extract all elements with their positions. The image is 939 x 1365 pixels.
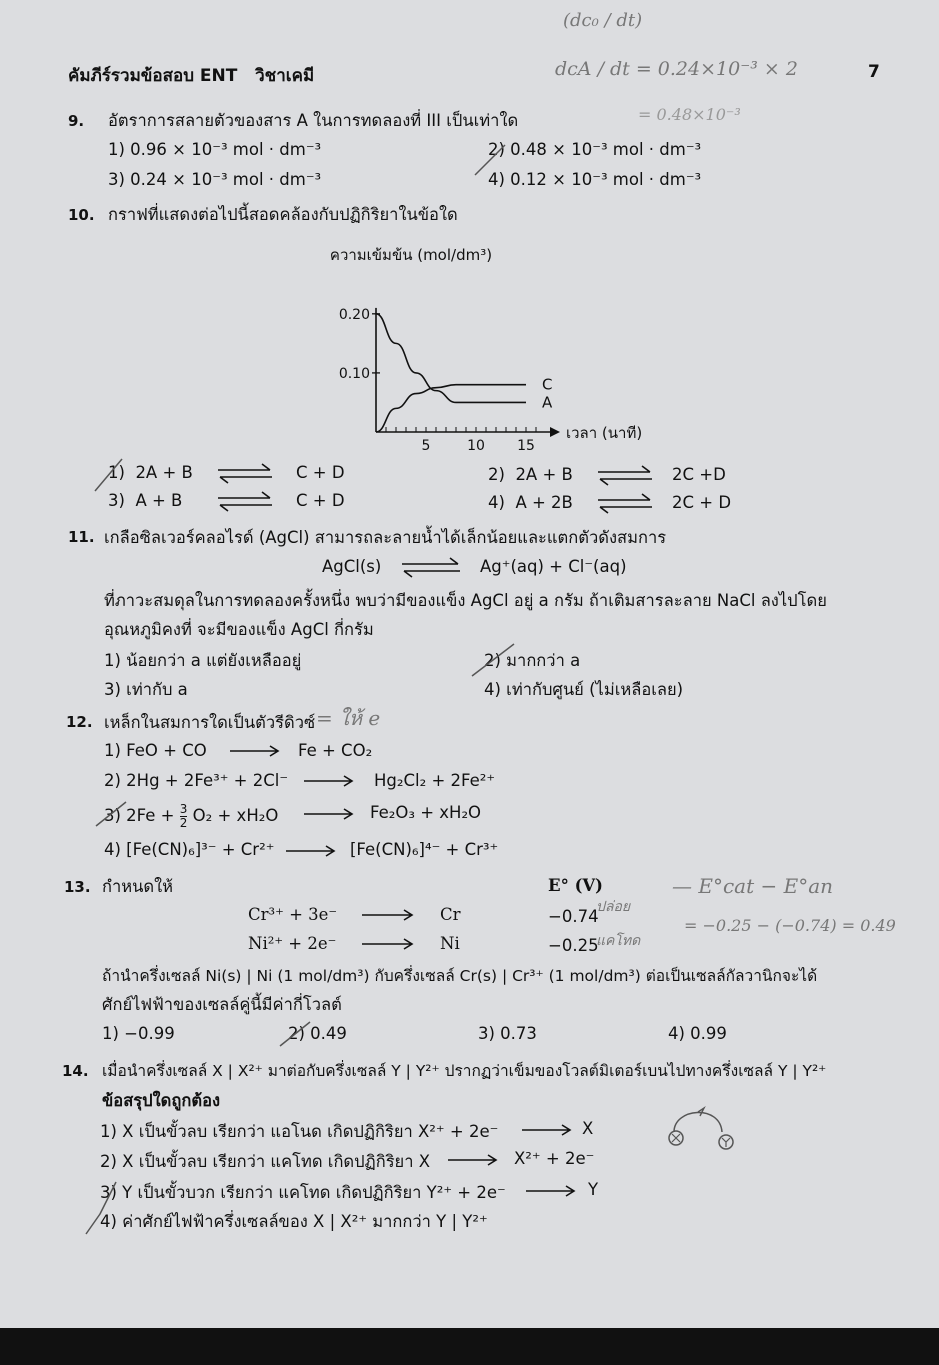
reactants: A + 2B <box>515 493 573 512</box>
option-number: 1) <box>108 463 125 482</box>
question-text: เมื่อนำครึ่งเซลล์ X | X²⁺ มาต่อกับครึ่งเซลล์ Y | Y²⁺ ปรากฏว่าเข็มของโวลต์มิเตอร์เบนไปทางครึ่งเซลล์ Y | Y²⁺ <box>102 1062 827 1080</box>
option-2: 2) มากกว่า a <box>484 651 581 670</box>
reaction-arrow-icon <box>302 808 356 820</box>
subject-title: วิชาเคมี <box>255 66 315 86</box>
option-3-right: Fe₂O₃ + xH₂O <box>370 803 482 822</box>
half-reaction-1-left: Cr³⁺ + 3e⁻ <box>248 905 338 924</box>
handwritten-cell-sketch-icon <box>660 1100 750 1160</box>
products: C + D <box>296 463 345 482</box>
y-tick-label: 0.20 <box>338 306 370 323</box>
option-3: 3) 0.24 × 10⁻³ mol · dm⁻³ <box>108 170 322 189</box>
option-1: 1) น้อยกว่า a แต่ยังเหลืออยู่ <box>104 651 302 670</box>
half-reaction-1-potential: −0.74 <box>548 907 599 926</box>
fraction-numerator: 3 <box>179 802 188 816</box>
standard-potential-header: E° (V) <box>548 876 603 895</box>
option-2: 2) 0.48 × 10⁻³ mol · dm⁻³ <box>488 140 702 159</box>
check-mark-icon <box>468 640 518 680</box>
question-number: 12. <box>66 713 93 731</box>
check-mark-icon <box>276 1018 316 1050</box>
question-text-line1: ถ้านำครึ่งเซลล์ Ni(s) | Ni (1 mol/dm³) กับครึ่งเซลล์ Cr(s) | Cr³⁺ (1 mol/dm³) ต่อเป็นเซลล์กัลวานิกจะได้ <box>102 967 818 985</box>
equation-right: Ag⁺(aq) + Cl⁻(aq) <box>480 557 627 576</box>
x-axis-label: เวลา (นาที) <box>566 424 643 442</box>
series-line-A <box>376 314 526 403</box>
question-text-line2: ที่ภาวะสมดุลในการทดลองครั้งหนึ่ง พบว่ามีของแข็ง AgCl อยู่ a กรัม ถ้าเติมสารละลาย NaCl ลงไปโดย <box>104 591 827 610</box>
handwritten-note-q12: = ให้ e <box>316 706 381 730</box>
equilibrium-arrow-icon <box>400 556 462 578</box>
y-axis-label: ความเข้มข้น (mol/dm³) <box>329 246 493 264</box>
x-axis-arrow-icon <box>550 427 560 437</box>
equation-left: AgCl(s) <box>322 557 382 576</box>
option-3-prefix: 3) 2Fe + <box>104 806 175 825</box>
reaction-arrow-icon <box>284 845 338 857</box>
fraction-denominator: 2 <box>179 816 188 830</box>
equilibrium-arrow-icon <box>216 490 274 512</box>
x-tick-label: 5 <box>421 438 431 454</box>
option-4: 4) 0.12 × 10⁻³ mol · dm⁻³ <box>488 170 702 189</box>
question-number: 13. <box>64 878 91 896</box>
question-text: กำหนดให้ <box>102 877 174 896</box>
handwritten-note-q13a: — E°cat − E°an <box>672 874 833 898</box>
series-label-A: A <box>542 393 553 412</box>
concentration-time-chart <box>300 240 660 460</box>
handwritten-note-q13b: = −0.25 − (−0.74) = 0.49 <box>684 916 896 935</box>
question-number: 10. <box>68 206 95 224</box>
option-4-left: 4) [Fe(CN)₆]³⁻ + Cr²⁺ <box>104 840 275 859</box>
reaction-arrow-icon <box>446 1154 500 1166</box>
page-number: 7 <box>868 62 880 82</box>
option-2 <box>488 465 573 484</box>
option-4: 4) 0.99 <box>668 1024 727 1043</box>
question-text-line3: อุณหภูมิคงที่ จะมีของแข็ง AgCl กี่กรัม <box>104 620 374 639</box>
reaction-arrow-icon <box>520 1124 574 1136</box>
check-mark-icon <box>92 455 132 495</box>
option-2-right: Hg₂Cl₂ + 2Fe²⁺ <box>374 771 496 790</box>
y-tick-label: 0.10 <box>338 365 370 382</box>
question-text: อัตราการสลายตัวของสาร A ในการทดลองที่ III เป็นเท่าใด <box>108 111 519 130</box>
equilibrium-arrow-icon <box>596 492 654 514</box>
x-tick-label: 15 <box>517 438 535 454</box>
products: C + D <box>296 491 345 510</box>
series-line-C <box>376 385 526 432</box>
reaction-arrow-icon <box>228 745 282 757</box>
option-2: 2) 0.49 <box>288 1024 347 1043</box>
half-reaction-2-potential: −0.25 <box>548 936 599 955</box>
option-number: 2) <box>488 465 505 484</box>
equilibrium-arrow-icon <box>596 464 654 486</box>
reaction-arrow-icon <box>360 909 416 921</box>
option-3: 3) เท่ากับ a <box>104 680 188 699</box>
equilibrium-arrow-icon <box>216 462 274 484</box>
question-text: เหล็กในสมการใดเป็นตัวรีดิวซ์ <box>104 713 316 732</box>
check-mark-icon <box>92 798 132 830</box>
handwritten-note-top3: = 0.48×10⁻³ <box>638 105 741 124</box>
reaction-arrow-icon <box>302 775 356 787</box>
x-tick-label: 10 <box>467 438 485 454</box>
option-3: 3) 0.73 <box>478 1024 537 1043</box>
half-reaction-2-right: Ni <box>440 934 460 953</box>
option-3-right: Y <box>588 1180 599 1199</box>
book-title-text: คัมภีร์รวมข้อสอบ ENT <box>68 66 238 86</box>
option-2-right: X²⁺ + 2e⁻ <box>514 1149 595 1168</box>
question-number: 14. <box>62 1062 89 1080</box>
question-text-line2: ข้อสรุปใดถูกต้อง <box>102 1091 221 1110</box>
check-mark-icon <box>470 140 510 180</box>
fraction <box>180 803 188 830</box>
option-1: 1) 0.96 × 10⁻³ mol · dm⁻³ <box>108 140 322 159</box>
question-text-line2: ศักย์ไฟฟ้าของเซลล์คู่นี้มีค่ากี่โวลต์ <box>102 995 342 1014</box>
option-3-left: 3) Y เป็นขั้วบวก เรียกว่า แคโทด เกิดปฏิกิริยา Y²⁺ + 2e⁻ <box>100 1183 506 1202</box>
book-title <box>68 62 314 89</box>
handwritten-note-q13c: ปล่อย <box>596 899 631 915</box>
question-number: 11. <box>68 528 95 546</box>
handwritten-note-top2: dcA / dt = 0.24×10⁻³ × 2 <box>555 58 798 80</box>
series-label-C: C <box>542 375 553 394</box>
option-2-left: 2) X เป็นขั้วลบ เรียกว่า แคโทด เกิดปฏิกิริยา X <box>100 1152 431 1171</box>
products: 2C + D <box>672 493 732 512</box>
option-number: 3) <box>108 491 125 510</box>
option-4-right: [Fe(CN)₆]⁴⁻ + Cr³⁺ <box>350 840 499 859</box>
option-number: 4) <box>488 493 505 512</box>
reactants: A + B <box>135 491 183 510</box>
option-4: 4) ค่าศักย์ไฟฟ้าครึ่งเซลล์ของ X | X²⁺ มากกว่า Y | Y²⁺ <box>100 1212 488 1231</box>
option-1: 1) −0.99 <box>102 1024 175 1043</box>
option-1-right: X <box>582 1119 594 1138</box>
question-text: กราฟที่แสดงต่อไปนี้สอดคล้องกับปฏิกิริยาในข้อใด <box>108 205 458 224</box>
option-1-left: 1) FeO + CO <box>104 741 207 760</box>
option-4: 4) เท่ากับศูนย์ (ไม่เหลือเลย) <box>484 680 684 699</box>
option-1-left: 1) X เป็นขั้วลบ เรียกว่า แอโนด เกิดปฏิกิริยา X²⁺ + 2e⁻ <box>100 1122 499 1141</box>
reactants: 2A + B <box>515 465 573 484</box>
option-2-left: 2) 2Hg + 2Fe³⁺ + 2Cl⁻ <box>104 771 289 790</box>
question-number: 9. <box>68 112 85 130</box>
handwritten-note-top1: (dc₀ / dt) <box>563 10 643 31</box>
reaction-arrow-icon <box>524 1185 578 1197</box>
check-mark-icon <box>82 1178 122 1238</box>
half-reaction-2-left: Ni²⁺ + 2e⁻ <box>248 934 337 953</box>
option-3-suffix: O₂ + xH₂O <box>192 806 279 825</box>
products: 2C +D <box>672 465 726 484</box>
handwritten-note-q13d: แคโทด <box>596 933 641 949</box>
half-reaction-1-right: Cr <box>440 905 461 924</box>
option-4 <box>488 493 573 512</box>
option-1-right: Fe + CO₂ <box>298 741 373 760</box>
question-text: เกลือซิลเวอร์คลอไรด์ (AgCl) สามารถละลายน้ำได้เล็กน้อยและแตกตัวดังสมการ <box>104 528 667 547</box>
scan-bottom-edge <box>0 1328 939 1365</box>
reactants: 2A + B <box>135 463 193 482</box>
reaction-arrow-icon <box>360 938 416 950</box>
